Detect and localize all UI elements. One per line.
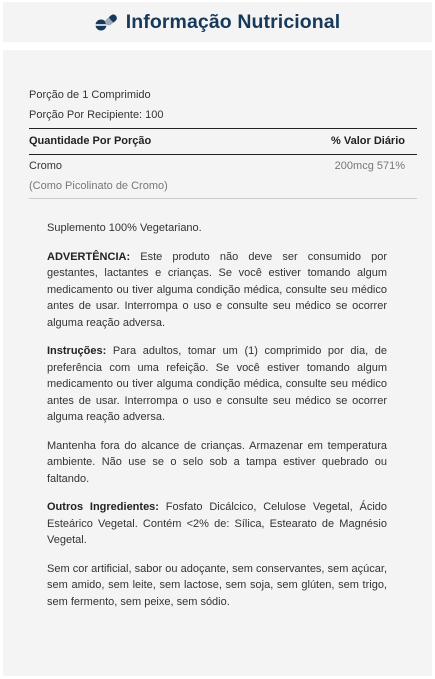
warning-text: Este produto não deve ser consumido por gestantes, lactantes e crianças. Se você estiver tomando algum medicamento ou tiver alguma condição médica, consulte seu médico antes de usar. Interrompa o uso e consulte seu médico se ocorrer alguma reação adversa. <box>47 250 387 329</box>
other-ingredients-paragraph <box>47 499 387 549</box>
table-bottom-rule <box>29 198 417 199</box>
nutrition-panel <box>3 50 432 676</box>
nutrient-amount: 200mcg 571% <box>334 160 405 172</box>
servings-per-container: Porção Por Recipiente: 100 <box>29 109 164 121</box>
capsule-pill-icon <box>95 12 119 32</box>
storage-paragraph: Mantenha fora do alcance de crianças. Armazenar em temperatura ambiente. Não use se o selo sob a tampa estiver quebrado ou faltando. <box>47 439 387 485</box>
column-header-daily-value: % Valor Diário <box>331 135 405 147</box>
table-top-rule <box>29 128 417 129</box>
warning-label: ADVERTÊNCIA: <box>47 250 131 263</box>
table-header-rule <box>29 154 417 155</box>
page-header <box>3 2 432 42</box>
instructions-label: Instruções: <box>47 345 107 357</box>
vegetarian-note: Suplemento 100% Vegetariano. <box>47 222 202 234</box>
other-ingredients-label: Outros Ingredientes: <box>47 501 159 513</box>
free-from-paragraph: Sem cor artificial, sabor ou adoçante, sem conservantes, sem açúcar, sem amido, sem leite, sem lactose, sem soja, sem glúten, sem trigo, sem fermento, sem peixe, sem sódio. <box>47 562 387 608</box>
serving-size: Porção de 1 Comprimido <box>29 89 151 101</box>
nutrient-source: (Como Picolinato de Cromo) <box>29 180 168 192</box>
instructions-paragraph <box>47 343 387 426</box>
column-header-amount: Quantidade Por Porção <box>29 135 152 147</box>
page-title: Informação Nutricional <box>125 10 341 33</box>
supplement-notes <box>47 220 387 622</box>
warning-paragraph <box>47 249 387 332</box>
nutrient-name: Cromo <box>29 160 63 172</box>
other-ingredients-text: Fosfato Dicálcico, Celulose Vegetal, Ácido Esteárico Vegetal. Contém <2% de: Sílica, Estearato de Magnésio Vegetal. <box>47 501 387 546</box>
instructions-text: Para adultos, tomar um (1) comprimido por dia, de preferência com uma refeição. Se você estiver tomando algum medicamento ou tiver alguma condição médica, consulte seu médico antes de usar. Interrompa o uso e consulte seu médico se ocorrer alguma reação adversa. <box>47 345 387 423</box>
